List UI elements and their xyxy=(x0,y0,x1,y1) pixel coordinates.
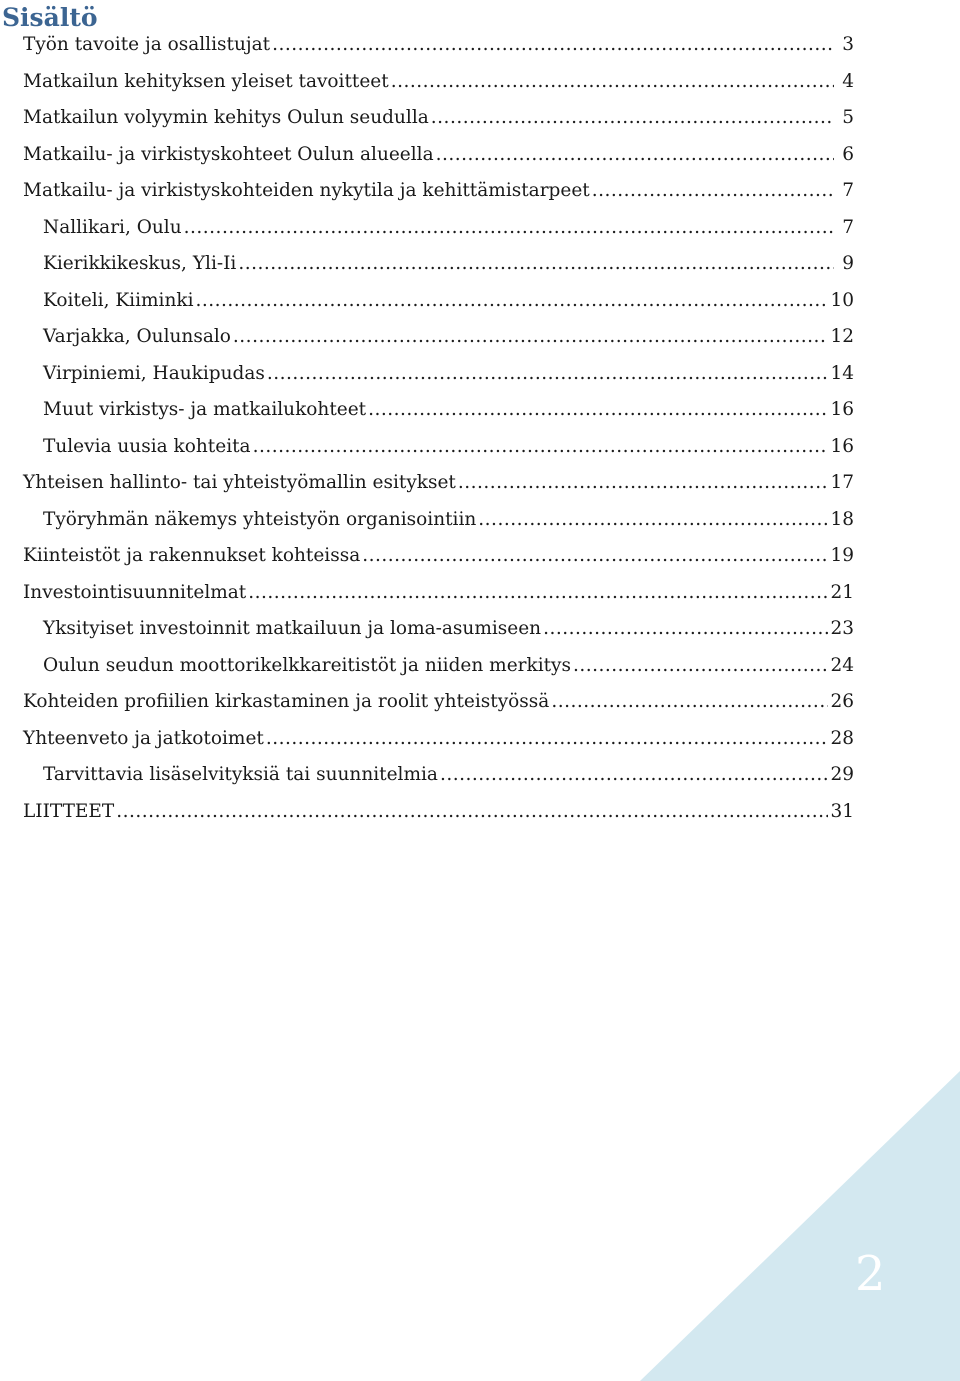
toc-entry-title: Nallikari, Oulu xyxy=(43,216,182,238)
toc-dot-leader xyxy=(272,27,834,64)
toc-entry-page: 21 xyxy=(830,581,854,603)
toc-entry-page: 4 xyxy=(842,70,854,92)
toc-entry-title: Tarvittavia lisäselvityksiä tai suunnitelmia xyxy=(43,764,438,785)
toc-entry-title: Työryhmän näkemys yhteistyön organisointiin xyxy=(43,508,477,530)
toc-dot-leader xyxy=(267,356,829,393)
toc-entry-title: Varjakka, Oulunsalo xyxy=(43,326,231,347)
toc-dot-leader xyxy=(253,429,829,466)
toc-entry[interactable] xyxy=(23,684,854,721)
toc-entry[interactable] xyxy=(23,429,854,466)
toc-dot-leader xyxy=(551,684,828,721)
toc-entry-page: 10 xyxy=(830,289,854,311)
toc-entry-title: Työn tavoite ja osallistujat xyxy=(23,34,271,55)
toc-dot-leader xyxy=(458,465,829,502)
toc-dot-leader xyxy=(248,575,828,612)
toc-entry[interactable] xyxy=(23,502,854,539)
toc-entry-page: 7 xyxy=(842,216,854,238)
toc-entry-title: Yhteenveto ja jatkotoimet xyxy=(23,727,264,749)
toc-entry-page: 9 xyxy=(842,253,854,274)
toc-entry-title: Matkailun kehityksen yleiset tavoitteet xyxy=(23,70,389,92)
toc-entry-title: LIITTEET xyxy=(23,800,115,822)
toc-entry[interactable] xyxy=(23,465,854,502)
toc-entry-title: Matkailu- ja virkistyskohteiden nykytila ja kehittämistarpeet xyxy=(23,180,590,201)
toc-dot-leader xyxy=(391,64,834,101)
toc-dot-leader xyxy=(116,794,828,831)
toc-entry[interactable] xyxy=(23,27,854,64)
toc-dot-leader xyxy=(440,757,829,794)
toc-entry-page: 6 xyxy=(842,143,854,165)
toc-dot-leader xyxy=(238,246,834,283)
toc-entry-page: 31 xyxy=(830,800,854,822)
toc-entry-page: 14 xyxy=(830,362,854,384)
toc-dot-leader xyxy=(184,210,834,247)
toc-entry[interactable] xyxy=(23,283,854,320)
toc-entry-title: Muut virkistys- ja matkailukohteet xyxy=(43,399,367,420)
toc-entry-page: 18 xyxy=(830,508,854,530)
toc-entry-title: Kierikkikeskus, Yli-Ii xyxy=(43,253,237,274)
toc-entry-page: 19 xyxy=(830,545,854,566)
toc-dot-leader xyxy=(592,173,834,210)
toc-entry-page: 16 xyxy=(830,435,854,457)
toc-entry[interactable] xyxy=(23,648,854,685)
toc-entry-title: Kiinteistöt ja rakennukset kohteissa xyxy=(23,545,361,566)
toc-entry-page: 23 xyxy=(830,618,854,639)
toc-dot-leader xyxy=(233,319,829,356)
toc-entry-title: Oulun seudun moottorikelkkareitistöt ja niiden merkitys xyxy=(43,654,571,676)
toc-dot-leader xyxy=(573,648,828,685)
toc-dot-leader xyxy=(543,611,828,648)
toc-entry-page: 17 xyxy=(830,472,854,493)
toc-entry[interactable] xyxy=(23,100,854,137)
toc-entry-page: 12 xyxy=(830,326,854,347)
toc-entry-page: 29 xyxy=(830,764,854,785)
toc-entry[interactable] xyxy=(23,64,854,101)
toc-dot-leader xyxy=(431,100,834,137)
toc-entry-title: Yksityiset investoinnit matkailuun ja loma-asumiseen xyxy=(43,618,542,639)
toc-entry-page: 24 xyxy=(830,654,854,676)
toc-entry-title: Virpiniemi, Haukipudas xyxy=(43,362,265,384)
corner-decoration xyxy=(640,1071,960,1381)
toc-entry-title: Kohteiden profiilien kirkastaminen ja roolit yhteistyössä xyxy=(23,691,550,712)
toc-entry-page: 7 xyxy=(842,180,854,201)
toc-entry-title: Investointisuunnitelmat xyxy=(23,581,247,603)
toc-entry-title: Tulevia uusia kohteita xyxy=(43,435,251,457)
toc-entry[interactable] xyxy=(23,575,854,612)
toc-entry[interactable] xyxy=(23,173,854,210)
page-title: Sisältö xyxy=(2,3,98,32)
toc-entry[interactable] xyxy=(23,137,854,174)
toc-entry[interactable] xyxy=(23,210,854,247)
toc-dot-leader xyxy=(362,538,828,575)
toc-entry-title: Koiteli, Kiiminki xyxy=(43,289,194,311)
toc-entry-page: 26 xyxy=(830,691,854,712)
toc-entry[interactable] xyxy=(23,721,854,758)
toc-entry-title: Matkailun volyymin kehitys Oulun seudulla xyxy=(23,107,429,128)
toc-entry[interactable] xyxy=(23,757,854,794)
toc-dot-leader xyxy=(196,283,829,320)
toc-entry-page: 16 xyxy=(830,399,854,420)
toc-entry-title: Matkailu- ja virkistyskohteet Oulun alueella xyxy=(23,143,434,165)
toc-entry[interactable] xyxy=(23,538,854,575)
toc-entry-title: Yhteisen hallinto- tai yhteistyömallin esitykset xyxy=(23,472,456,493)
toc-dot-leader xyxy=(368,392,828,429)
table-of-contents xyxy=(23,27,854,830)
toc-entry[interactable] xyxy=(23,319,854,356)
toc-entry[interactable] xyxy=(23,611,854,648)
toc-entry[interactable] xyxy=(23,356,854,393)
toc-entry[interactable] xyxy=(23,392,854,429)
toc-dot-leader xyxy=(436,137,834,174)
toc-entry-page: 3 xyxy=(842,34,854,55)
toc-dot-leader xyxy=(478,502,828,539)
page-number: 2 xyxy=(855,1246,886,1302)
toc-entry[interactable] xyxy=(23,246,854,283)
toc-entry-page: 5 xyxy=(842,107,854,128)
toc-dot-leader xyxy=(266,721,829,758)
toc-entry[interactable] xyxy=(23,794,854,831)
toc-entry-page: 28 xyxy=(830,727,854,749)
